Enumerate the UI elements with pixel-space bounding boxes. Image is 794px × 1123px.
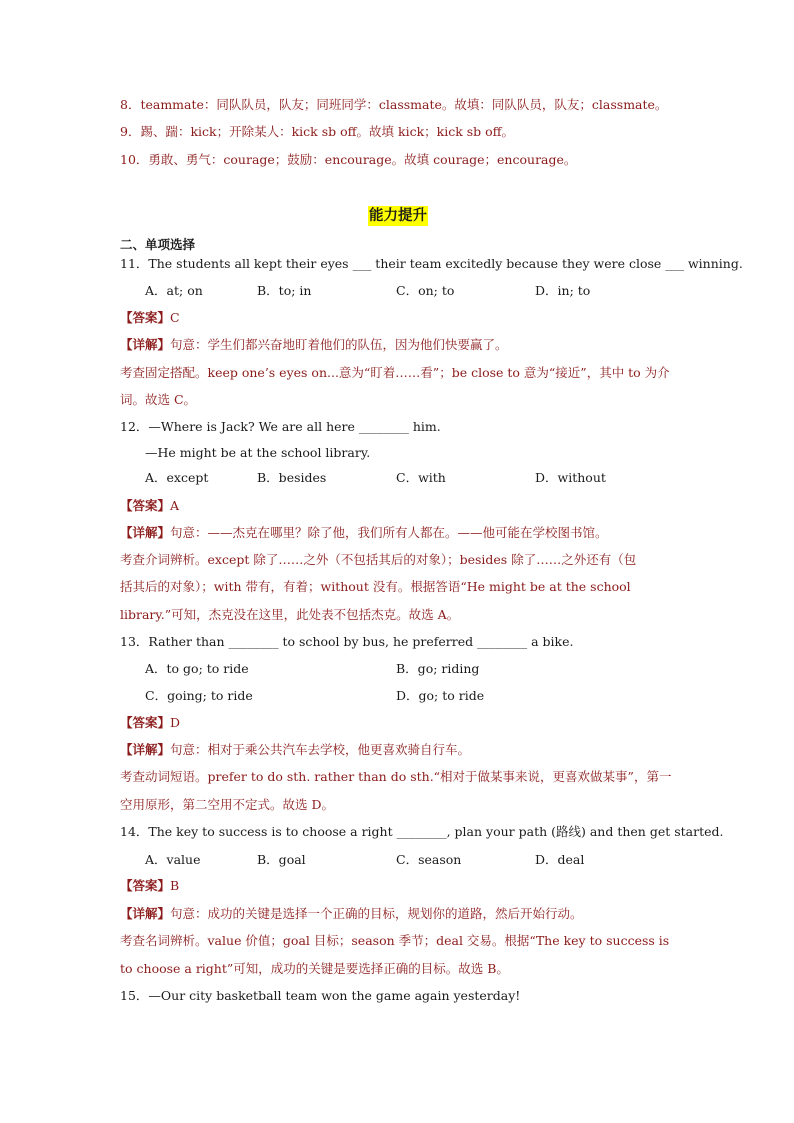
q12-detail-line-3: 括其后的对象）；with 带有，有着；without 没有。根据答语“He might be at the school xyxy=(120,579,631,594)
detail-label: 【详解】 xyxy=(120,525,171,540)
q13-answer xyxy=(120,714,180,732)
q13-detail-line-1: 句意：相对于乘公共汽车去学校，他更喜欢骑自行车。 xyxy=(170,742,471,757)
answer-label: 【答案】 xyxy=(120,498,171,513)
section-title: 二、单项选择 xyxy=(120,237,196,252)
answer-label: 【答案】 xyxy=(120,878,171,893)
q14-option-b: B．goal xyxy=(257,852,306,867)
q11-detail-line-3: 词。故选 C。 xyxy=(120,392,197,407)
q13-answer-value: D xyxy=(170,715,181,730)
answer-label: 【答案】 xyxy=(120,310,171,325)
q14-option-d: D．deal xyxy=(535,852,585,867)
q12-answer-value: A xyxy=(170,498,180,513)
q14-detail-line-3: to choose a right”可知，成功的关键是要选择正确的目标。故选 B。 xyxy=(120,961,509,976)
q13-option-b: B．go; riding xyxy=(396,661,480,676)
q12-option-c: C．with xyxy=(396,470,446,485)
q13-detail-line-2: 考查动词短语。prefer to do sth. rather than do sth.“相对于做某事来说，更喜欢做某事”，第一 xyxy=(120,769,672,784)
section-heading: 能力提升 xyxy=(369,207,427,224)
q11-detail-line-2: 考查固定搭配。keep one’s eyes on...意为“盯着……看”；be close to 意为“接近”，其中 to 为介 xyxy=(120,365,670,380)
q11-answer-value: C xyxy=(170,310,180,325)
q12-answer xyxy=(120,497,179,515)
q14-detail xyxy=(120,905,583,923)
q12-detail xyxy=(120,524,608,542)
detail-label: 【详解】 xyxy=(120,906,171,921)
q12-detail-line-4: library.”可知，杰克没在这里，此处表不包括杰克。故选 A。 xyxy=(120,607,460,622)
answer-item-8: 8．teammate：同队队员，队友；同班同学：classmate。故填：同队队员，队友；classmate。 xyxy=(120,97,668,112)
q14-option-c: C．season xyxy=(396,852,462,867)
question-15-stem: 15．—Our city basketball team won the game again yesterday! xyxy=(120,988,521,1003)
q14-detail-line-1: 句意：成功的关键是选择一个正确的目标，规划你的道路，然后开始行动。 xyxy=(170,906,583,921)
q12-option-b: B．besides xyxy=(257,470,327,485)
q12-detail-line-1: 句意：——杰克在哪里？除了他，我们所有人都在。——他可能在学校图书馆。 xyxy=(170,525,608,540)
detail-label: 【详解】 xyxy=(120,742,171,757)
q11-option-a: A．at; on xyxy=(145,283,203,298)
q14-answer xyxy=(120,877,179,895)
question-12-stem: 12．—Where is Jack? We are all here ________ him. xyxy=(120,419,441,434)
q12-option-d: D．without xyxy=(535,470,606,485)
answer-label: 【答案】 xyxy=(120,715,171,730)
question-11-stem: 11．The students all kept their eyes ___ their team excitedly because they were close ___ winning. xyxy=(120,256,743,271)
q13-option-d: D．go; to ride xyxy=(396,688,485,703)
q13-detail xyxy=(120,741,470,759)
q12-option-a: A．except xyxy=(145,470,209,485)
q13-option-c: C．going; to ride xyxy=(145,688,253,703)
q11-detail xyxy=(120,336,508,354)
answer-item-9: 9．踢、踹：kick；开除某人：kick sb off。故填 kick；kick sb off。 xyxy=(120,124,515,139)
answer-item-10: 10．勇敢、勇气：courage；鼓励：encourage。故填 courage；encourage。 xyxy=(120,152,577,167)
q11-answer xyxy=(120,309,180,327)
q13-detail-line-3: 空用原形，第二空用不定式。故选 D。 xyxy=(120,797,334,812)
q14-option-a: A．value xyxy=(145,852,201,867)
question-14-stem: 14．The key to success is to choose a right ________, plan your path (路线) and then get started. xyxy=(120,824,724,839)
q12-detail-line-2: 考查介词辨析。except 除了……之外（不包括其后的对象）；besides 除了……之外还有（包 xyxy=(120,552,637,567)
detail-label: 【详解】 xyxy=(120,337,171,352)
q11-detail-line-1: 句意：学生们都兴奋地盯着他们的队伍，因为他们快要赢了。 xyxy=(170,337,508,352)
q11-option-c: C．on; to xyxy=(396,283,455,298)
question-13-stem: 13．Rather than ________ to school by bus, he preferred ________ a bike. xyxy=(120,634,574,649)
q13-option-a: A．to go; to ride xyxy=(145,661,249,676)
q14-answer-value: B xyxy=(170,878,180,893)
question-12-reply: —He might be at the school library. xyxy=(145,445,371,460)
q11-option-b: B．to; in xyxy=(257,283,312,298)
q11-option-d: D．in; to xyxy=(535,283,591,298)
q14-detail-line-2: 考查名词辨析。value 价值；goal 目标；season 季节；deal 交易。根据“The key to success is xyxy=(120,933,670,948)
